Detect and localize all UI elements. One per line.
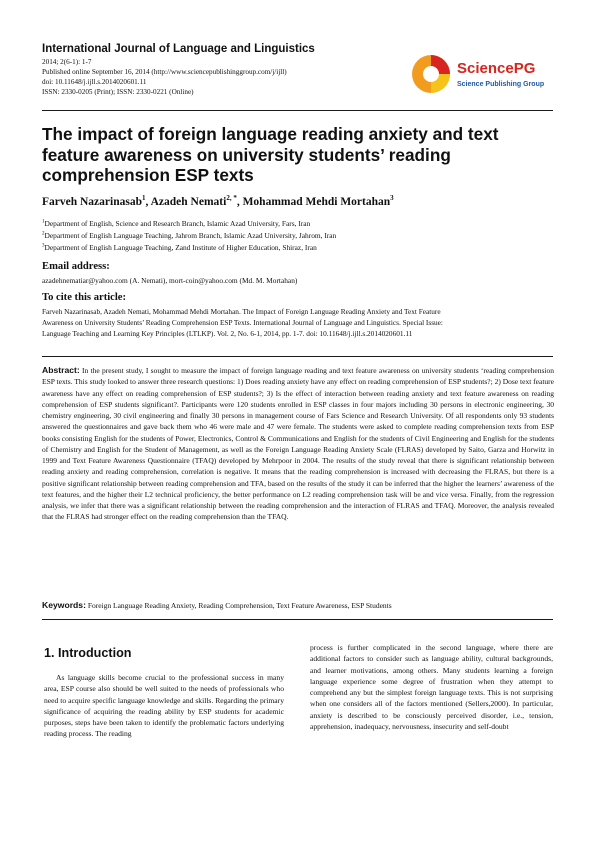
keywords-text: Foreign Language Reading Anxiety, Reading Comprehension, Text Feature Awareness, ESP Students bbox=[87, 601, 392, 610]
journal-issue: 2014; 2(6-1): 1-7 bbox=[42, 58, 92, 66]
keywords bbox=[42, 600, 554, 610]
title-line: comprehension ESP texts bbox=[42, 165, 254, 185]
cite-heading: To cite this article: bbox=[42, 292, 127, 303]
email-addresses: azadehnematiar@yahoo.com (A. Nemati), mort-coin@yahoo.com (Md. M. Mortahan) bbox=[42, 276, 298, 285]
abstract-label: Abstract: bbox=[42, 365, 80, 375]
logo-subtitle: Science Publishing Group bbox=[457, 81, 545, 88]
author-name: Mohammad Mehdi Mortahan bbox=[242, 195, 391, 208]
abstract bbox=[42, 365, 554, 523]
title-line: The impact of foreign language reading anxiety and text bbox=[42, 124, 499, 144]
section-rule bbox=[42, 619, 553, 620]
citation: Farveh Nazarinasab, Azadeh Nemati, Mohammad Mehdi Mortahan. The Impact of Foreign Language Reading Anxiety and Text Feature Awareness on University Students’ Reading Comprehension ESP Texts. International Journal of Language and Linguistics. Special Issue: Language Teaching and Learning Key Principles (LTLKP). Vol. 2, No. 6-1, 2014, pp. 1-7. doi: 10.11648/j.ijll.s.2014020601.11 bbox=[42, 307, 443, 339]
author-affiliation-mark: 3 bbox=[390, 194, 394, 202]
abstract-text: In the present study, I sought to measure the impact of foreign language reading and text feature awareness on university students ‘reading comprehension ESP texts. This study looked to answer three research questions: 1) Does reading anxiety have any effect on reading comprehension of ESP students?; 2) Dose text feature awareness have any effect on reading comprehension of ESP students?; 3) Is the effect of interaction between reading anxiety and text feature awareness on reading comprehension of ESP students significant?. Participants were 120 students enrolled in ESP classes in four majors including 30 persons in electronic engineering, 30 chemistry engineering, 30 civil engineering and finally 30 persons in management course of Fars Science and Research University. Of all respondents only 93 students answered the questionnaires and gave back them who 46 were male and 47 were female. The students were asked to complete reading comprehension texts from ESP books consisting English for the students of Power, Electronics, Control & Communications and English for the students of Civil Engineering and English for the students of Chemistry and English for the Student of Management, as well as the Foreign Language Reading Anxiety Scale (FLRAS) developed by Saito, Garza and Horwitz in 1999 and Text Feature Awareness Questionnaire (TFAQ) developed by Mehrpoor in 2004. The results of the study reveal that there is significant relationship between reading anxiety and reading comprehension, correlation is negative. It means that the reading comprehension is increased with decreasing the FLRAS, but there is a positive significant relationship between reading comprehension and TFA, based on the results of the study it can be inferred that the higher the learners’ awareness of the text features, and the higher their L2 technical proficiency, the better performance on L2 reading comprehension task will be and vice versa. Finally, from the regression analysis, we infer that there was a significant relationship between the reading comprehension and the interaction of FLRAS and TFAQ. Moreover, the analysis revealed that the FLRAS had stronger effect on the reading comprehension than the TFAQ. bbox=[42, 366, 554, 522]
publication-info: Published online September 16, 2014 (http://www.sciencepublishinggroup.com/j/ijll) bbox=[42, 68, 287, 76]
body-column-left: As language skills become crucial to the professional success in many area, ESP course also should be well suited to the needs of professionals who need to acquire specific language knowledge and skills. Regarding the primary significance of acquiring the reading ability by ESP students for academic purposes, steps have been taken to identify the problematic factors underlying reading process. The reading bbox=[44, 673, 284, 739]
logo-emblem-icon bbox=[412, 55, 450, 93]
paper-title bbox=[42, 124, 542, 186]
journal-issn: ISSN: 2330-0205 (Print); ISSN: 2330-0221 (Online) bbox=[42, 88, 194, 96]
affiliation: $^3$Department of English Language Teaching, Zand Institute of Higher Education, Shiraz, Iran bbox=[42, 243, 317, 252]
author-name: Farveh Nazarinasab bbox=[42, 195, 142, 208]
body-column-right: process is further complicated in the second language, where there are additional factors to consider such as language ability, cultural backgrounds, and learner motivations, among others. Many students learning a foreign language experience some degree of frustration when they attempt to comprehend any but the simplest foreign language texts. This is not surprising when one considers all of the factors mentioned (Sellers,2000). In particular, anxiety is described to be consciously perceived disorder, i.e., tension, apprehension, inadequacy, nervousness, insecurity and self-doubt bbox=[310, 643, 553, 731]
journal-title: International Journal of Language and Linguistics bbox=[42, 43, 315, 55]
author-affiliation-mark: 1 bbox=[141, 194, 146, 202]
section-rule bbox=[42, 356, 553, 357]
journal-doi: doi: 10.11648/j.ijll.s.2014020601.11 bbox=[42, 78, 147, 86]
keywords-label: Keywords: bbox=[42, 600, 86, 610]
section-heading: 1. Introduction bbox=[44, 646, 132, 660]
logo-name: SciencePG bbox=[457, 60, 536, 77]
sciencepg-logo bbox=[405, 46, 555, 102]
affiliation: $^2$Department of English Language Teaching, Jahrom Branch, Islamic Azad University, Jahrom, Iran bbox=[42, 231, 337, 240]
email-heading: Email address: bbox=[42, 261, 110, 272]
author-affiliation-mark: 2, * bbox=[226, 194, 237, 202]
affiliation: $^1$Department of English, Science and Research Branch, Islamic Azad University, Fars, Iran bbox=[42, 219, 311, 228]
author-list: Farveh Nazarinasab$^1$, Azadeh Nemati$^{2, *}$, Mohammad Mehdi Mortahan$^3$ bbox=[42, 194, 394, 208]
header-rule bbox=[42, 110, 553, 111]
author-name: Azadeh Nemati bbox=[150, 195, 227, 208]
title-line: feature awareness on university students’ reading bbox=[42, 144, 451, 165]
